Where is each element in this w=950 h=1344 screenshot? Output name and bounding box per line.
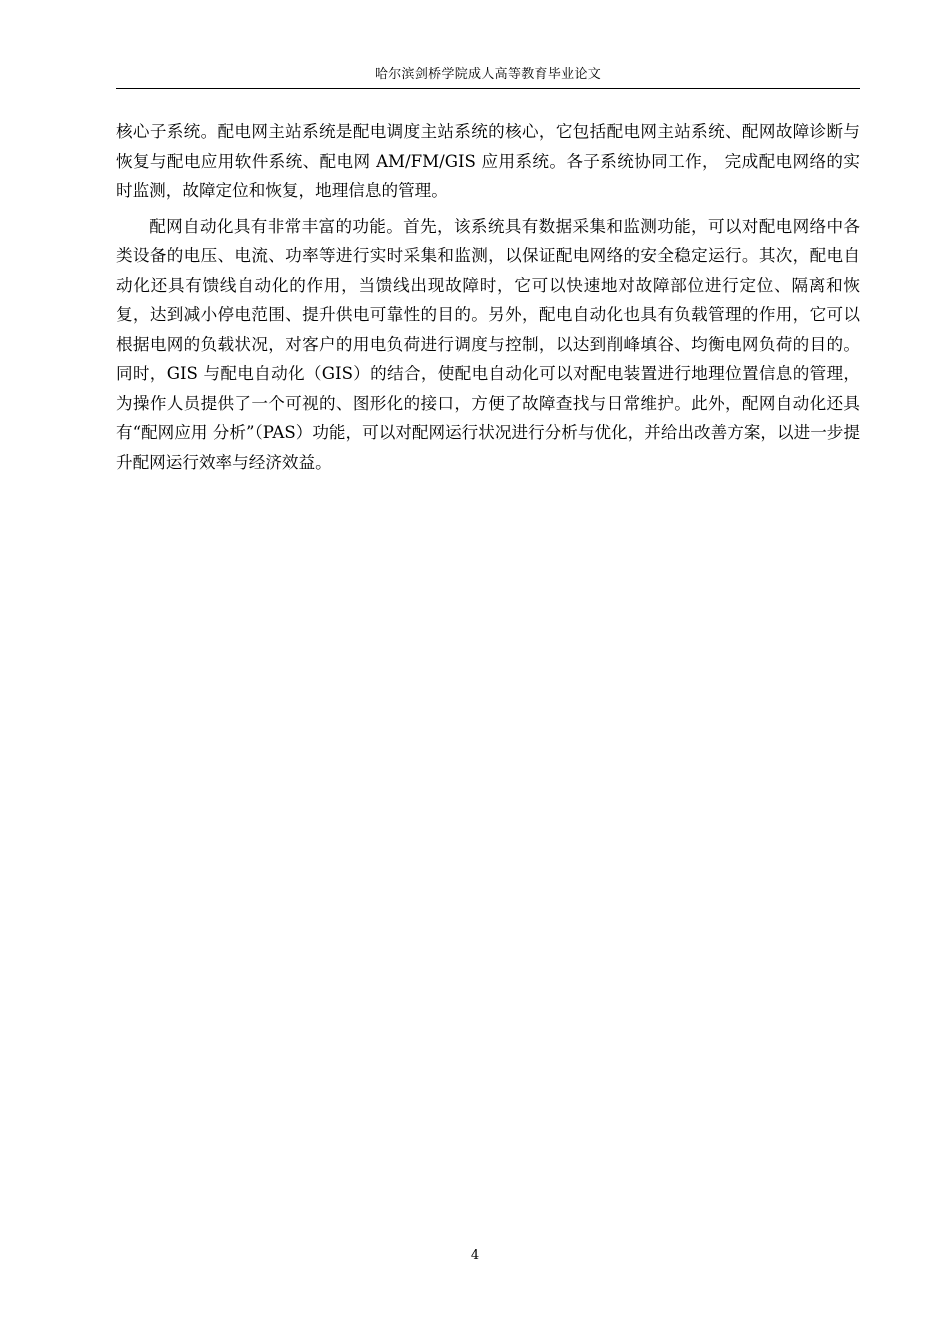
page-header-title: 哈尔滨剑桥学院成人高等教育毕业论文 [374,67,602,82]
paragraph-2: 配网自动化具有非常丰富的功能。首先，该系统具有数据采集和监测功能，可以对配电网络中各类设备的电压、电流、功率等进行实时采集和监测，以保证配电网络的安全稳定运行。其次，配电自动化还具有馈线自动化的作用，当馈线出现故障时，它可以快速地对故障部位进行定位、隔离和恢复，达到减小停电范围、提升供电可靠性的目的。另外，配电自动化也具有负载管理的作用，它可以根据电网的负载状况，对客户的用电负荷进行调度与控制，以达到削峰填谷、均衡电网负荷的目的。同时，GIS 与配电自动化（GIS）的结合，使配电自动化可以对配电装置进行地理位置信息的管理，为操作人员提供了一个可视的、图形化的接口，方便了故障查找与日常维护。此外，配网自动化还具有“配网应用 分析”（PAS）功能，可以对配网运行状况进行分析与优化，并给出改善方案，以进一步提 升配网运行效率与经济效益。 [116,216,860,472]
page-number: 4 [470,1248,480,1263]
header-divider [116,88,860,89]
body-text [116,117,860,477]
paragraph-1: 核心子系统。配电网主站系统是配电调度主站系统的核心，它包括配电网主站系统、配网故障诊断与恢复与配电应用软件系统、配电网 AM/FM/GIS 应用系统。各子系统协同工作， 完成配电网络的实时监测，故障定位和恢复，地理信息的管理。 [116,122,860,200]
